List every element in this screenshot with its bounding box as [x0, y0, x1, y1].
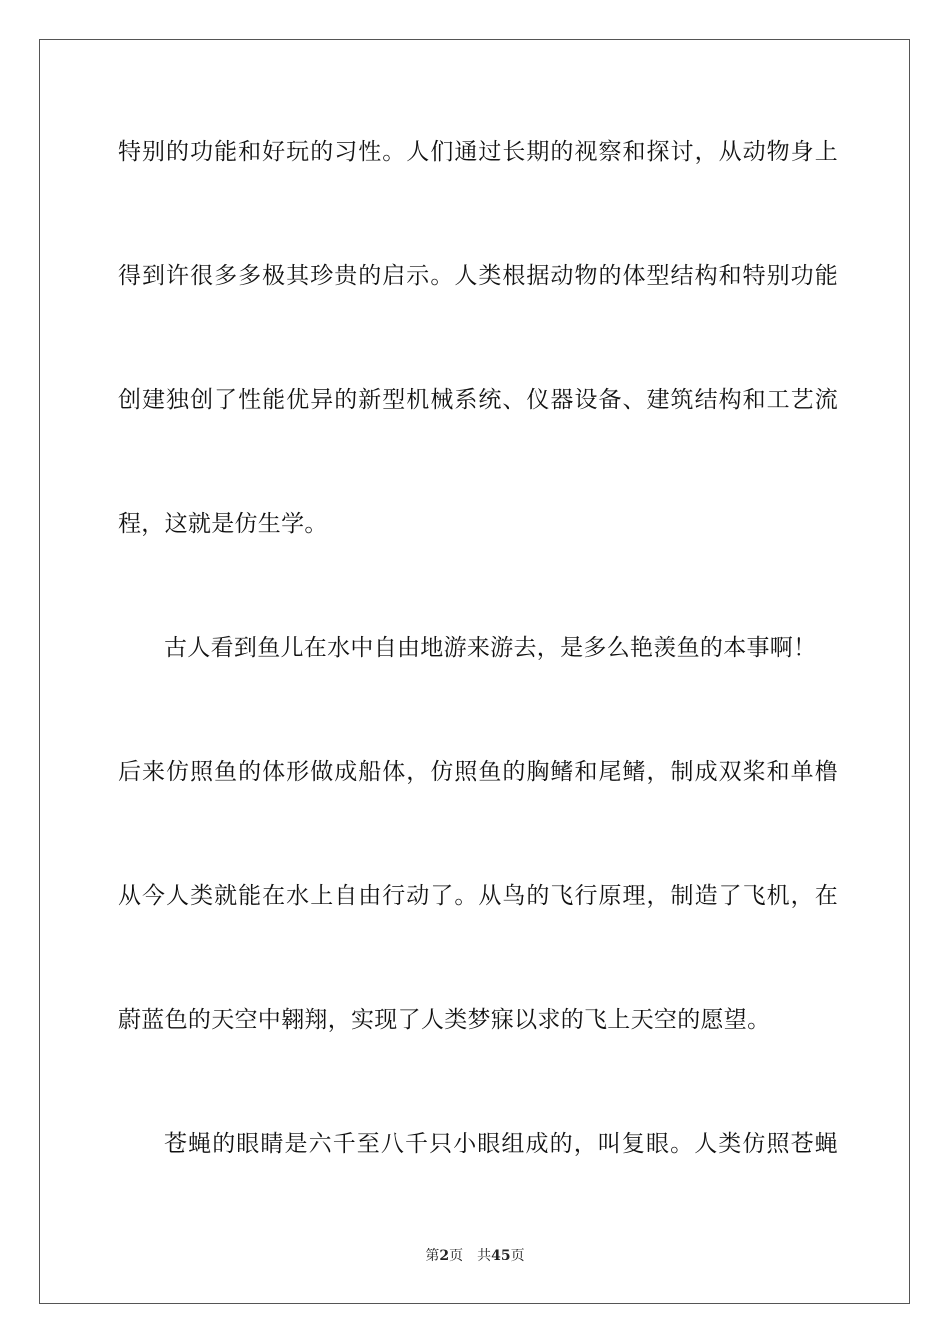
- paragraph-line-9: 苍蝇的眼睛是六千至八千只小眼组成的，叫复眼。人类仿照苍蝇: [164, 1131, 838, 1157]
- total-pages: 45: [491, 1248, 511, 1264]
- page-suffix: 页: [449, 1248, 464, 1264]
- page-footer: [0, 1247, 950, 1265]
- paragraph-line-6: 后来仿照鱼的体形做成船体，仿照鱼的胸鳍和尾鳍，制成双桨和单橹: [118, 759, 838, 785]
- paragraph-line-7: 从今人类就能在水上自由行动了。从鸟的飞行原理，制造了飞机，在: [118, 883, 838, 909]
- page-border: [39, 39, 910, 1304]
- paragraph-line-1: 特别的功能和好玩的习性。人们通过长期的视察和探讨，从动物身上: [118, 139, 838, 165]
- paragraph-line-2: 得到许很多多极其珍贵的启示。人类根据动物的体型结构和特别功能: [118, 263, 838, 289]
- total-prefix: 共: [477, 1248, 492, 1264]
- paragraph-line-5: 古人看到鱼儿在水中自由地游来游去，是多么艳羡鱼的本事啊！: [164, 635, 817, 661]
- paragraph-line-8: 蔚蓝色的天空中翱翔，实现了人类梦寐以求的飞上天空的愿望。: [118, 1007, 771, 1033]
- paragraph-line-4: 程，这就是仿生学。: [118, 511, 328, 537]
- page-prefix: 第: [425, 1248, 440, 1264]
- total-suffix: 页: [510, 1248, 525, 1264]
- page-number: 2: [439, 1248, 450, 1264]
- paragraph-line-3: 创建独创了性能优异的新型机械系统、仪器设备、建筑结构和工艺流: [118, 387, 838, 413]
